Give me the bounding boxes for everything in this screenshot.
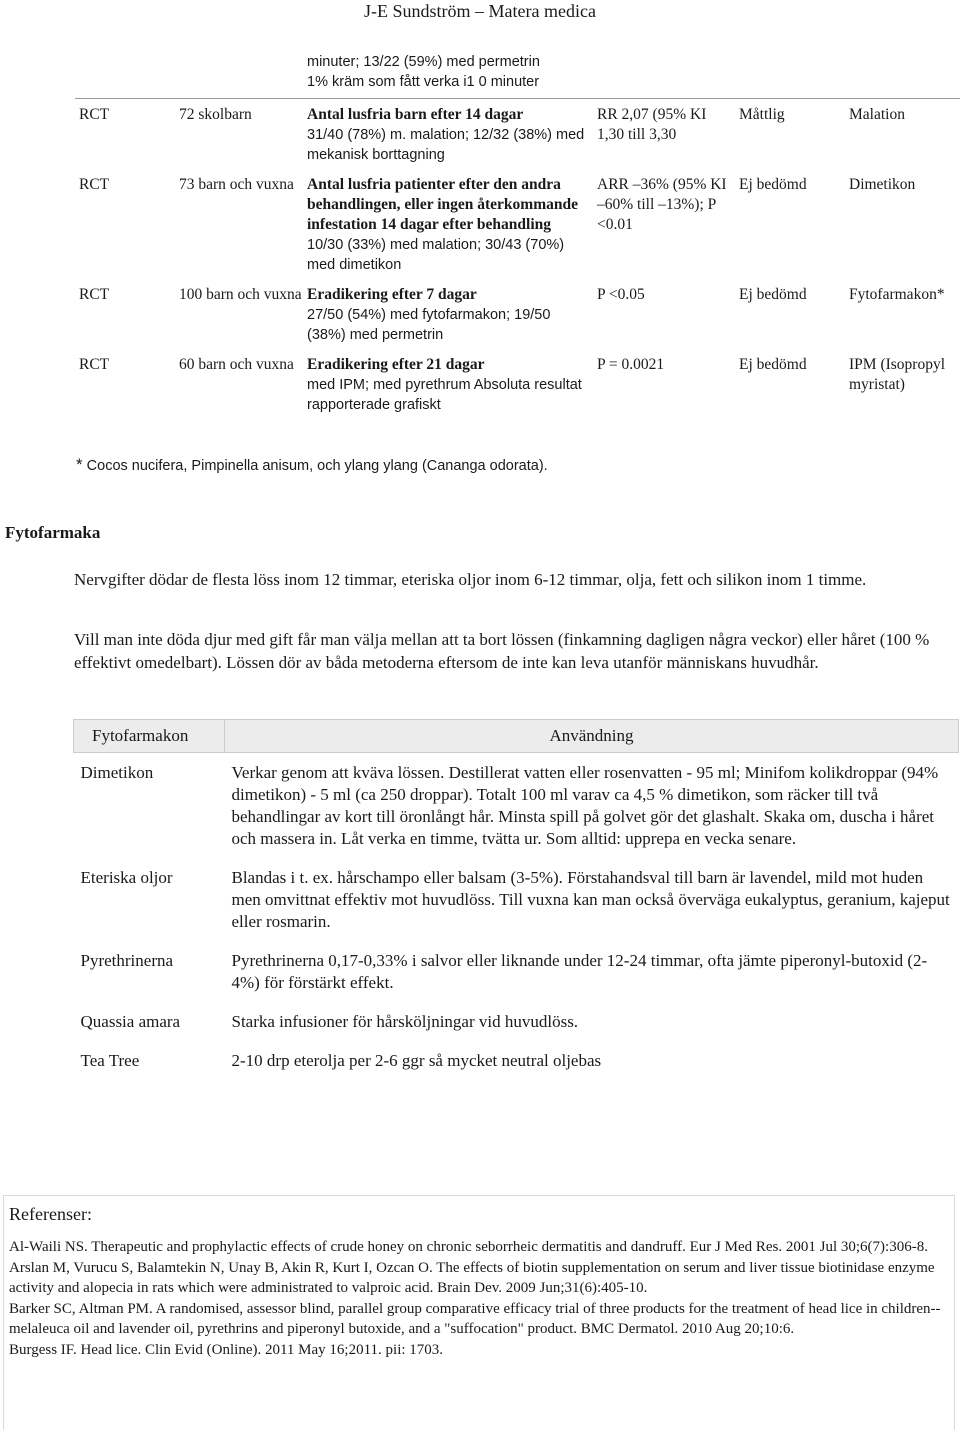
outcome-line: 1% kräm som fått verka i1 0 minuter <box>307 74 540 90</box>
references-box <box>3 1195 955 1430</box>
outcome-text: 27/50 (54%) med fytofarmakon; 19/50 (38%) med permetrin <box>307 307 551 343</box>
paragraph: Nervgifter dödar de flesta löss inom 12 timmar, eteriska oljor inom 6-12 timmar, olja, fett och silikon inom 1 timme. <box>74 570 867 589</box>
page-header <box>0 0 960 28</box>
section-heading: Fytofarmaka <box>5 523 101 542</box>
study-treatment: Malation <box>849 106 905 123</box>
study-population: 60 barn och vuxna <box>179 356 294 373</box>
table-row <box>75 165 960 275</box>
column-header-name: Fytofarmakon <box>74 720 225 753</box>
reference-item: Barker SC, Altman PM. A randomised, assessor blind, parallel group comparative efficacy trial of three products for the treatment of head lice in children--melaleuca oil and lavender oil, pyrethrins and piperonyl butoxide, and a "suffocation" product. BMC Dermatol. 2010 Aug 20;10:6. <box>9 1300 941 1337</box>
column-header-use: Användning <box>225 720 959 753</box>
outcome-cell <box>307 275 597 345</box>
remedy-name: Quassia amara <box>80 1012 181 1031</box>
study-result: P = 0.0021 <box>597 356 665 373</box>
table-row <box>74 753 959 859</box>
remedy-use: Blandas i t. ex. hårschampo eller balsam (3-5%). Förstahandsval till barn är lavendel, mild mot huden men omvittnat effektiv mot huvudlöss. Till vuxna kan man också överväga eukalyptus, geranium, kajeput eller rosmarin. <box>231 868 950 931</box>
table-row <box>75 99 960 166</box>
study-quality: Ej bedömd <box>739 286 807 303</box>
reference-item: Burgess IF. Head lice. Clin Evid (Online). 2011 May 16;2011. pii: 1703. <box>9 1341 444 1358</box>
study-population: 72 skolbarn <box>179 106 252 123</box>
reference-item: Arslan M, Vurucu S, Balamtekin N, Unay B, Akin R, Kurt I, Ozcan O. The effects of biotin supplementation on serum and liver tissue biotinidase enzyme activity and alopecia in rats which were administrated to valproic acid. Brain Dev. 2009 Jun;31(6):405-10. <box>9 1259 935 1296</box>
references-title: Referenser: <box>9 1204 92 1224</box>
study-result: P <0.05 <box>597 286 645 303</box>
study-treatment: IPM (Isopropyl myristat) <box>849 356 946 393</box>
study-population: 100 barn och vuxna <box>179 286 302 303</box>
study-type: RCT <box>79 356 110 373</box>
outcome-cell <box>307 99 597 166</box>
table-header-row <box>74 720 959 753</box>
table-row <box>75 345 960 415</box>
remedy-name: Tea Tree <box>80 1051 140 1070</box>
table-row <box>75 52 960 99</box>
table-row <box>74 941 959 1002</box>
outcome-title: Eradikering efter 7 dagar <box>307 286 477 303</box>
paragraph: Vill man inte döda djur med gift får man välja mellan att ta bort lössen (finkamning dagligen några veckor) eller håret (100 % effektivt omedelbart). Lössen dör av båda metoderna eftersom de inte kan leva utanför människans huvudhår. <box>74 630 930 672</box>
outcome-cell <box>307 52 597 99</box>
table-row <box>74 858 959 941</box>
document-title: J-E Sundström – Matera medica <box>364 1 596 21</box>
study-quality: Måttlig <box>739 106 785 123</box>
remedy-use: Verkar genom att kväva lössen. Destillerat vatten eller rosenvatten - 95 ml; Minifom kolikdroppar (94% dimetikon) - 5 ml (ca 250 droppar). Totalt 100 ml varav ca 4,5 % dimetikon, som räcker till två behandlingar av kort till öronlångt hår. Minsta spill på golvet gör det glashalt. Skaka om, duscha i håret och massera in. Låt verka en timme, tvätta ur. Som alltid: upprepa en vecka senare. <box>231 763 939 848</box>
remedy-name: Pyrethrinerna <box>80 951 174 970</box>
outcome-title: Eradikering efter 21 dagar <box>307 356 485 373</box>
study-type: RCT <box>79 176 110 193</box>
study-type: RCT <box>79 286 110 303</box>
footnote-text: Cocos nucifera, Pimpinella anisum, och ylang ylang (Cananga odorata). <box>86 458 548 474</box>
table-row <box>74 1002 959 1041</box>
study-treatment: Fytofarmakon* <box>849 286 945 303</box>
studies-table <box>75 52 960 415</box>
remedy-use: Pyrethrinerna 0,17-0,33% i salvor eller liknande under 12-24 timmar, ofta jämte piperonyl-butoxid (2-4%) för förstärkt effekt. <box>231 951 928 992</box>
outcome-text: 10/30 (33%) med malation; 30/43 (70%) med dimetikon <box>307 237 565 273</box>
phyto-table <box>73 719 959 1080</box>
outcome-title: Antal lusfria patienter efter den andra behandlingen, eller ingen återkommande infestation 14 dagar efter behandling <box>307 176 578 233</box>
study-result: ARR –36% (95% KI –60% till –13%); P <0.01 <box>597 176 727 233</box>
study-quality: Ej bedömd <box>739 356 807 373</box>
study-quality: Ej bedömd <box>739 176 807 193</box>
footnote-marker: * <box>76 455 83 474</box>
table-footnote <box>76 455 548 475</box>
table-row <box>74 1041 959 1080</box>
remedy-use: 2-10 drp eterolja per 2-6 ggr så mycket neutral oljebas <box>231 1051 602 1070</box>
reference-item: Al-Waili NS. Therapeutic and prophylactic effects of crude honey on chronic seborrheic dermatitis and dandruff. Eur J Med Res. 2001 Jul 30;6(7):306-8. <box>9 1239 928 1255</box>
outcome-line: minuter; 13/22 (59%) med permetrin <box>307 54 540 70</box>
outcome-title: Antal lusfria barn efter 14 dagar <box>307 106 524 123</box>
study-type: RCT <box>79 106 110 123</box>
remedy-name: Dimetikon <box>80 763 154 782</box>
outcome-cell <box>307 165 597 275</box>
study-result: RR 2,07 (95% KI 1,30 till 3,30 <box>597 106 707 143</box>
study-population: 73 barn och vuxna <box>179 176 294 193</box>
study-treatment: Dimetikon <box>849 176 916 193</box>
outcome-cell <box>307 345 597 415</box>
remedy-name: Eteriska oljor <box>80 868 173 887</box>
remedy-use: Starka infusioner för hårsköljningar vid huvudlöss. <box>231 1012 579 1031</box>
outcome-text: 31/40 (78%) m. malation; 12/32 (38%) med mekanisk borttagning <box>307 127 585 163</box>
table-row <box>75 275 960 345</box>
outcome-text: med IPM; med pyrethrum Absoluta resultat rapporterade grafiskt <box>307 377 582 413</box>
